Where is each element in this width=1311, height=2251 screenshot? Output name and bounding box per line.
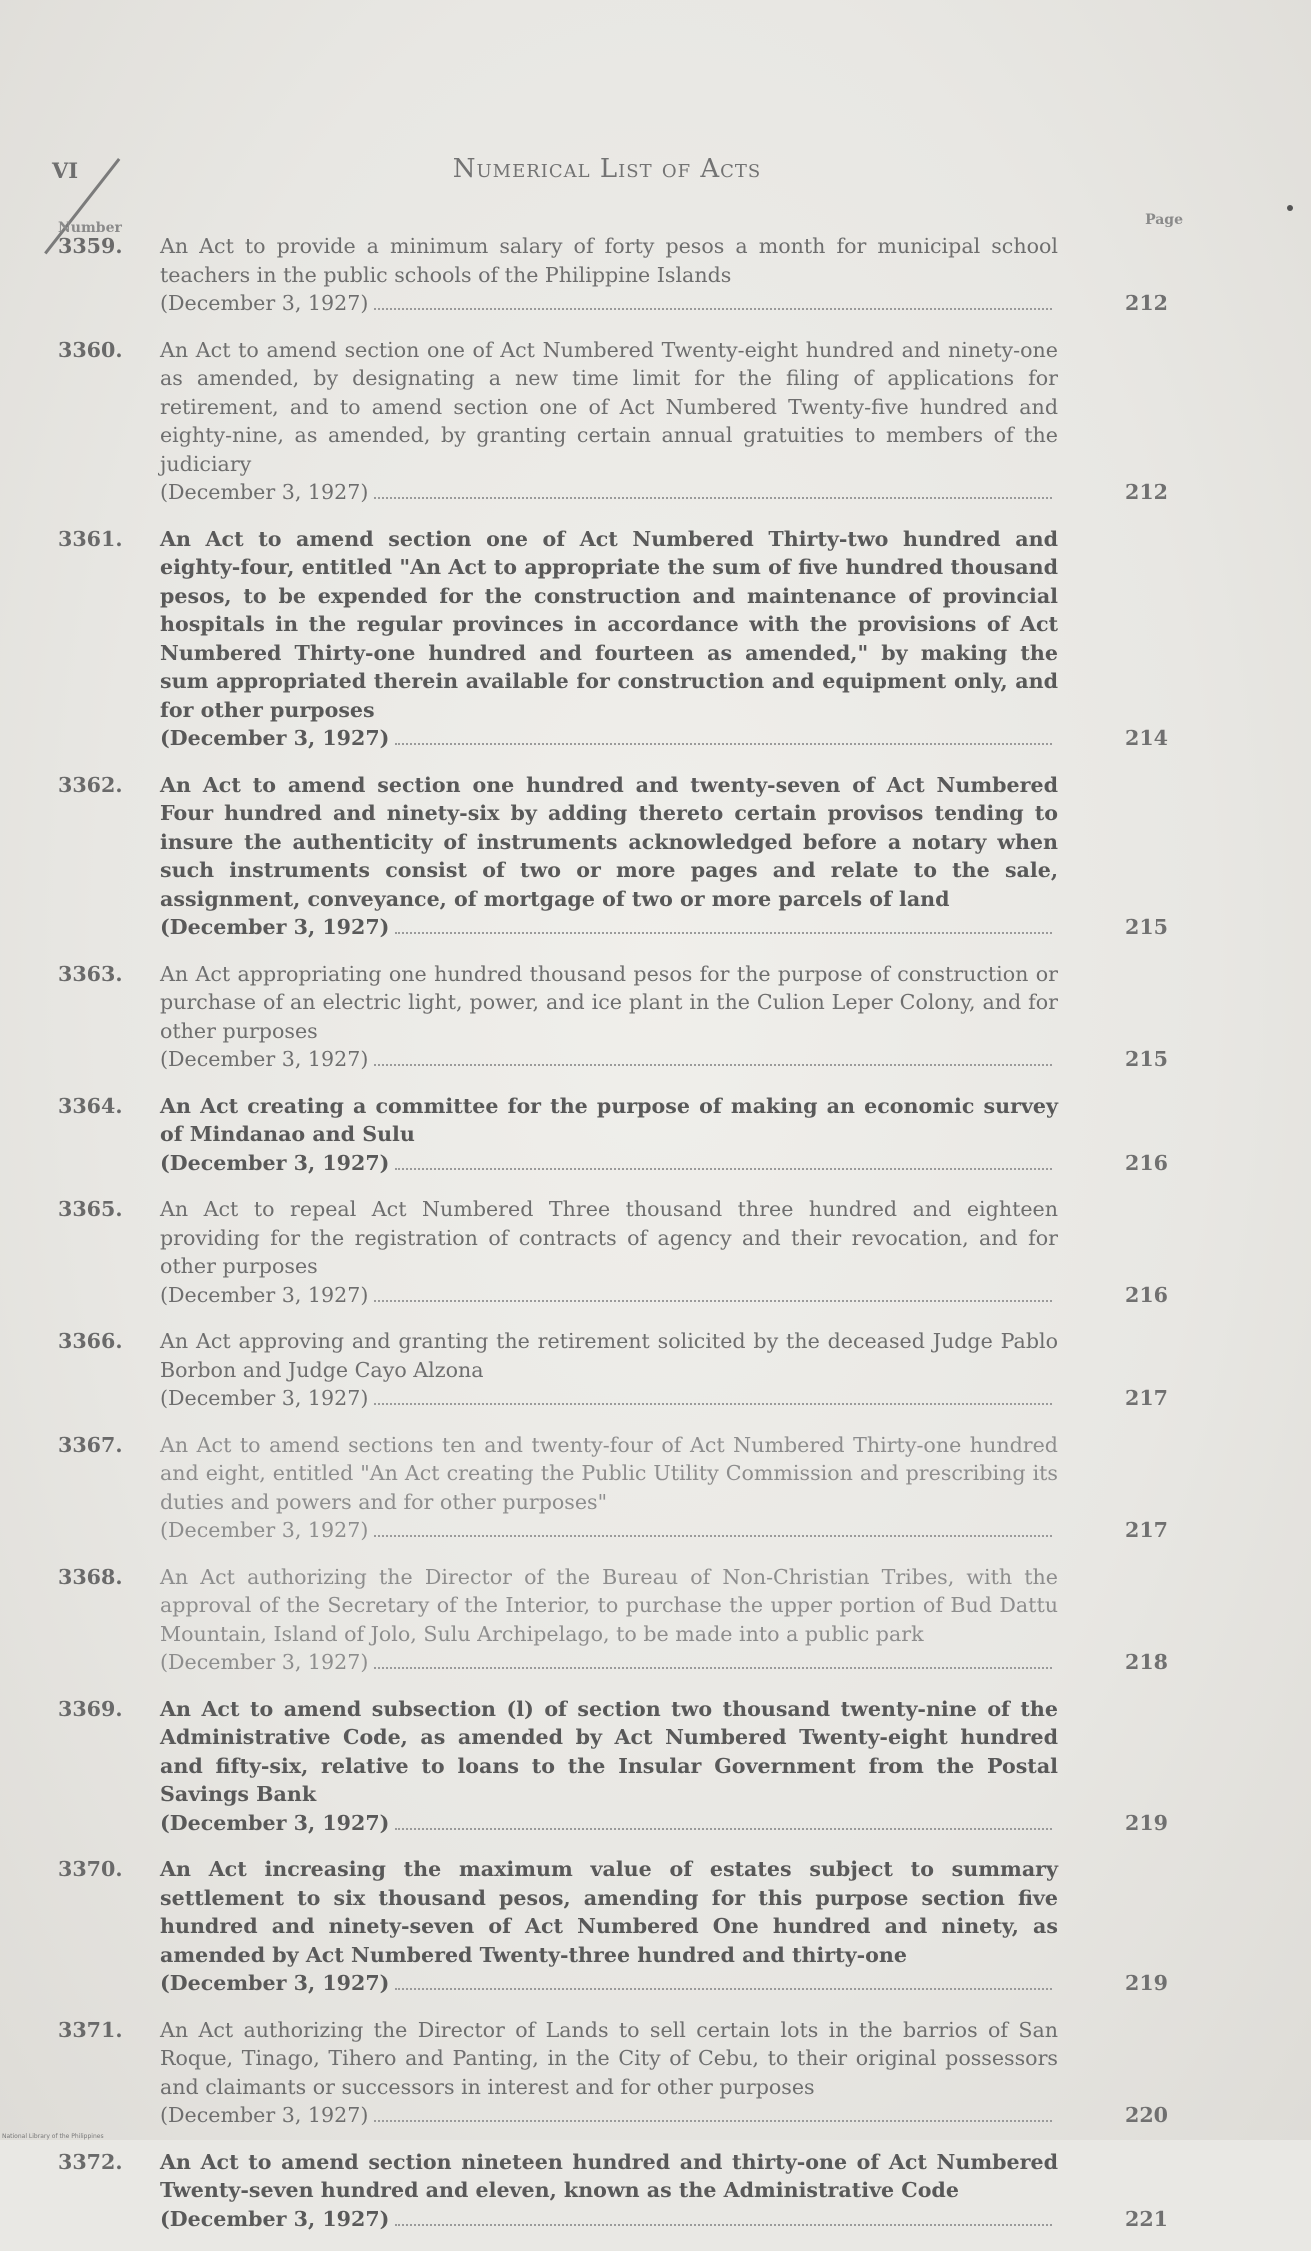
- ink-speck: [1287, 205, 1293, 211]
- page-header: [52, 150, 1162, 190]
- act-page-number: 215: [1125, 915, 1168, 939]
- leader-dots: [374, 1534, 1052, 1537]
- act-entry: [58, 1092, 1168, 1178]
- leader-dots: [374, 1299, 1052, 1302]
- act-date-line: [160, 478, 1058, 507]
- act-date-line: [160, 1648, 1058, 1677]
- act-entry: [58, 1563, 1168, 1677]
- footer-note: National Library of the Philippines: [2, 2133, 104, 2140]
- act-page-number: 221: [1125, 2206, 1168, 2231]
- act-title: An Act authorizing the Director of the Bureau of Non-Christian Tribes, with the approval of the Secretary of the Interior, to purchase the upper portion of Bud Dattu Mountain, Island of Jolo, Sulu Archipelago, to be made into a public park: [160, 1564, 1058, 1646]
- act-entry: [58, 960, 1168, 1074]
- act-date-line: [160, 1809, 1058, 1838]
- act-title: An Act to provide a minimum salary of forty pesos a month for municipal school teachers in the public schools of the Philippine Islands: [160, 234, 1058, 287]
- act-page-number: 219: [1125, 1810, 1168, 1835]
- act-date-line: [160, 1149, 1058, 1178]
- act-date: (December 3, 1927): [160, 2206, 390, 2231]
- act-entry: [58, 1695, 1168, 1838]
- leader-dots: [395, 742, 1052, 745]
- act-number: 3372.: [58, 2149, 123, 2174]
- leader-dots: [395, 1987, 1052, 1990]
- leader-dots: [395, 2223, 1052, 2226]
- act-date-line: [160, 1969, 1058, 1998]
- act-number: 3370.: [58, 1857, 123, 1881]
- leader-dots: [395, 1167, 1052, 1170]
- act-title: An Act to amend subsection (l) of section two thousand twenty-nine of the Administrative Code, as amended by Act Numbered Twenty-eight hundred and fifty-six, relative to loans to the Insular Government from the Postal Savings Bank: [160, 1696, 1058, 1806]
- act-page-number: 217: [1125, 1518, 1168, 1542]
- leader-dots: [374, 1666, 1052, 1669]
- act-title: An Act creating a committee for the purpose of making an economic survey of Mindanao and Sulu: [160, 1093, 1058, 1146]
- act-entry: [58, 232, 1168, 318]
- act-page-number: 212: [1125, 480, 1168, 504]
- act-date-line: [160, 2101, 1058, 2130]
- act-page-number: 214: [1125, 726, 1168, 750]
- act-page-number: 212: [1125, 291, 1168, 315]
- act-number: 3363.: [58, 961, 123, 986]
- act-number: 3365.: [58, 1197, 123, 1221]
- act-title: An Act increasing the maximum value of estates subject to summary settlement to six thousand pesos, amending for this purpose section five hundred and ninety-seven of Act Numbered One hundred and ninety, as amended by Act Numbered Twenty-three hundred and thirty-one: [160, 1857, 1058, 1967]
- act-date-line: [160, 913, 1058, 942]
- leader-dots: [374, 1402, 1052, 1405]
- column-headers: [58, 212, 1183, 236]
- act-entry: [58, 1855, 1168, 1998]
- act-title: An Act to amend section one of Act Numbered Twenty-eight hundred and ninety-one as amended, by designating a new time limit for the filing of applications for retirement, and to amend section one of Act Numbered Twenty-five hundred and eighty-nine, as amended, by granting certain annual gratuities to members of the judiciary: [160, 337, 1058, 476]
- act-date: (December 3, 1927): [160, 480, 369, 504]
- act-date-line: [160, 1281, 1058, 1310]
- act-entry: [58, 1195, 1168, 1309]
- act-number: 3359.: [58, 234, 123, 258]
- leader-dots: [374, 307, 1052, 310]
- act-date: (December 3, 1927): [160, 915, 390, 939]
- act-page-number: 216: [1125, 1282, 1168, 1307]
- number-column-header: Number: [58, 220, 122, 236]
- act-entry: [58, 1431, 1168, 1545]
- leader-dots: [395, 931, 1052, 934]
- act-number: 3366.: [58, 1329, 123, 1353]
- act-date-line: [160, 1045, 1058, 1074]
- act-entry: [58, 2016, 1168, 2130]
- act-entry: [58, 771, 1168, 942]
- page-column-header: Page: [1145, 212, 1183, 228]
- act-entry: [58, 2148, 1168, 2234]
- act-page-number: 218: [1125, 1650, 1168, 1674]
- leader-dots: [374, 2119, 1052, 2122]
- act-entry: [58, 1327, 1168, 1413]
- act-title: An Act to amend sections ten and twenty-four of Act Numbered Thirty-one hundred and eight, entitled "An Act creating the Public Utility Commission and prescribing its duties and powers and for other purposes": [160, 1432, 1058, 1514]
- act-date-line: [160, 1516, 1058, 1545]
- act-date: (December 3, 1927): [160, 291, 369, 315]
- act-title: An Act to amend section one hundred and twenty-seven of Act Numbered Four hundred and ninety-six by adding thereto certain provisos tending to insure the authenticity of instruments acknowledged before a notary when such instruments consist of two or more pages and relate to the sale, assignment, conveyance, of mortgage of two or more parcels of land: [160, 772, 1058, 911]
- act-page-number: 220: [1125, 2103, 1168, 2127]
- act-page-number: 217: [1125, 1386, 1168, 1410]
- act-number: 3369.: [58, 1696, 123, 1721]
- act-entry: [58, 525, 1168, 753]
- act-date: (December 3, 1927): [160, 1518, 369, 1542]
- act-date-line: [160, 2205, 1058, 2234]
- act-number: 3361.: [58, 526, 123, 551]
- act-number: 3371.: [58, 2017, 123, 2042]
- act-date: (December 3, 1927): [160, 726, 390, 750]
- page-title: Numerical List of Acts: [452, 154, 762, 184]
- act-page-number: 215: [1125, 1047, 1168, 1071]
- act-number: 3367.: [58, 1432, 123, 1457]
- act-date: (December 3, 1927): [160, 1150, 390, 1175]
- act-date-line: [160, 724, 1058, 753]
- act-date: (December 3, 1927): [160, 1971, 390, 1995]
- act-number: 3368.: [58, 1564, 123, 1589]
- act-date-line: [160, 1384, 1058, 1413]
- act-date: (December 3, 1927): [160, 1047, 369, 1071]
- act-date: (December 3, 1927): [160, 2103, 369, 2127]
- act-page-number: 216: [1125, 1150, 1168, 1175]
- act-title: An Act to repeal Act Numbered Three thousand three hundred and eighteen providing for the registration of contracts of agency and their revocation, and for other purposes: [160, 1197, 1058, 1278]
- act-title: An Act appropriating one hundred thousand pesos for the purpose of construction or purchase of an electric light, power, and ice plant in the Culion Leper Colony, and for other purposes: [160, 961, 1058, 1043]
- leader-dots: [395, 1827, 1052, 1830]
- act-title: An Act to amend section nineteen hundred and thirty-one of Act Numbered Twenty-seven hundred and eleven, known as the Administrative Code: [160, 2149, 1058, 2202]
- act-title: An Act approving and granting the retirement solicited by the deceased Judge Pablo Borbon and Judge Cayo Alzona: [160, 1329, 1058, 1382]
- act-page-number: 219: [1125, 1971, 1168, 1995]
- act-entry: [58, 336, 1168, 507]
- act-title: An Act authorizing the Director of Lands to sell certain lots in the barrios of San Roque, Tinago, Tihero and Panting, in the City of Cebu, to their original possessors and claimants or successors in interest and for other purposes: [160, 2017, 1058, 2099]
- act-number: 3364.: [58, 1093, 123, 1118]
- leader-dots: [374, 1063, 1052, 1066]
- act-date: (December 3, 1927): [160, 1650, 369, 1674]
- act-date-line: [160, 289, 1058, 318]
- act-date: (December 3, 1927): [160, 1386, 369, 1410]
- act-date: (December 3, 1927): [160, 1282, 369, 1307]
- act-title: An Act to amend section one of Act Numbered Thirty-two hundred and eighty-four, entitled "An Act to appropriate the sum of five hundred thousand pesos, to be expended for the construction and maintenance of provincial hospitals in the regular provinces in accordance with the provisions of Act Numbered Thirty-one hundred and fourteen as amended," by making the sum appropriated therein available for construction and equipment only, and for other purposes: [160, 526, 1058, 722]
- act-date: (December 3, 1927): [160, 1810, 390, 1835]
- page-roman-numeral: VI: [52, 158, 79, 183]
- act-number: 3360.: [58, 337, 123, 362]
- acts-list: [58, 232, 1168, 2251]
- act-number: 3362.: [58, 772, 123, 797]
- leader-dots: [374, 496, 1052, 499]
